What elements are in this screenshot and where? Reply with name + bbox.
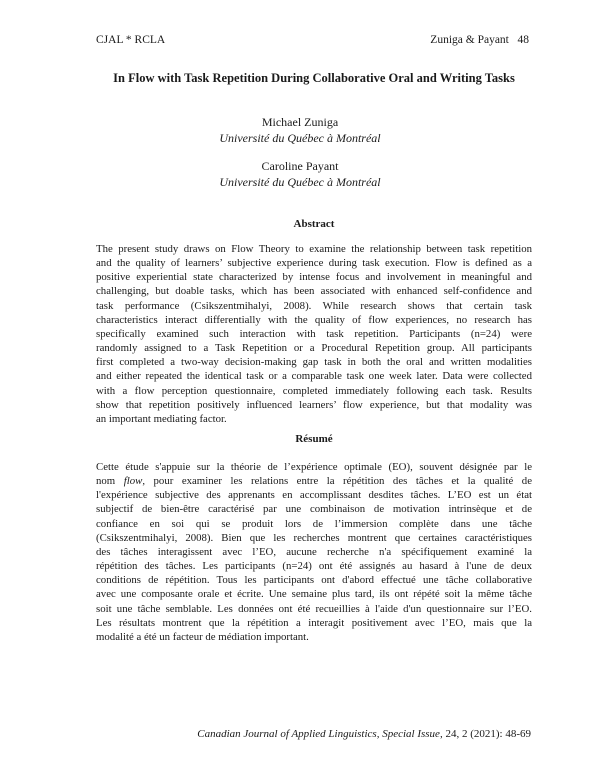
running-header-journal: CJAL * RCLA	[96, 34, 166, 46]
resume-line: soit une tâche semblable. Les données ont été recueillies à l'aide d'un questionnaire sur l’EO.	[96, 602, 532, 615]
resume-line: confiance en soi qui se produit lors de l’immersion complète dans une tâche	[96, 517, 532, 530]
abstract-line: randomly assigned to a Task Repetition or a Procedural Repetition group. All participants	[96, 342, 532, 355]
abstract-line: positive experiential state characterized by intense focus and involvement in meaningful and	[96, 271, 532, 284]
resume-line: (Csikszentmihalyi, 2008). Bien que les recherches montrent que certaines caractéristiques	[96, 531, 532, 544]
abstract-line: characteristics interact differentially with the quality of flow experiences, no research has	[96, 313, 532, 326]
abstract-line: show that repetition positively influenced learners’ flow experience, but that modality was	[96, 398, 532, 411]
author-block-1	[0, 114, 600, 146]
page-footer	[197, 728, 531, 740]
abstract-body	[96, 242, 532, 426]
paper-title: In Flow with Task Repetition During Collaborative Oral and Writing Tasks	[113, 71, 515, 85]
resume-line: avec une composante orale et écrite. Une semaine plus tard, ils ont répété soit la même tâche	[96, 588, 532, 601]
resume-line: conditions de répétition. Tous les participants ont d'abord effectué une tâche collaborative	[96, 574, 532, 587]
running-header-authors-page: Zuniga & Payant 48	[430, 34, 529, 46]
resume-line: Les résultats montrent que la répétition a interagit positivement avec l’EO, mais que la	[96, 616, 532, 629]
footer-journal: Canadian Journal of Applied Linguistics, Special Issue,	[197, 728, 443, 740]
resume-line: nom flow, pour examiner les relations entre la répétition des tâches et la qualité de	[96, 475, 532, 488]
resume-line: l'expérience subjective des apprenants en accomplissant desdites tâches. L’EO est un état	[96, 489, 532, 502]
abstract-line: and the quality of learners’ subjective experience during task execution. Flow is defined as a	[96, 257, 532, 270]
author-name: Michael Zuniga	[261, 115, 339, 129]
resume-line: subjectif de bien-être caractérisé par une combinaison de motivation intrinsèque et de	[96, 503, 532, 516]
abstract-line: The present study draws on Flow Theory to examine the relationship between task repetition	[96, 243, 532, 255]
abstract-heading: Abstract	[293, 218, 335, 230]
abstract-line: challenging, but doable tasks, which has been associated with enhanced self-confidence and	[96, 285, 532, 298]
resume-line: des tâches interagissent avec l’EO, aucune recherche n'a spécifiquement examiné la	[96, 545, 532, 558]
resume-heading: Résumé	[295, 433, 333, 445]
abstract-line: first completed a two-way decision-making gap task in both the oral and written modalities	[96, 356, 532, 369]
abstract-line: with a flow perception questionnaire, completed immediately following each task. Results	[96, 384, 532, 397]
footer-citation: 24, 2 (2021): 48-69	[442, 728, 531, 740]
resume-line: modalité a été un facteur de médiation important.	[96, 630, 309, 643]
resume-line: Cette étude s'appuie sur la théorie de l’expérience optimale (EO), souvent désignée par le	[96, 461, 532, 473]
abstract-line: an important mediating factor.	[96, 412, 227, 425]
author-affiliation: Université du Québec à Montréal	[219, 175, 381, 189]
abstract-line: specifically examined such interaction with task repetition. Participants (n=24) were	[96, 327, 532, 340]
resume-body	[96, 460, 532, 644]
emphasized-term: flow	[123, 475, 143, 488]
abstract-line: task performance (Csikszentmihalyi, 2008). While research shows that certain task	[96, 299, 532, 312]
author-block-2	[0, 158, 600, 190]
author-affiliation: Université du Québec à Montréal	[219, 131, 381, 145]
author-name: Caroline Payant	[261, 159, 339, 173]
abstract-line: and either repeated the identical task or a comparable task one week later. Data were collected	[96, 370, 532, 383]
resume-line: répétition des tâches. Les participants (n=24) ont été assignés au hasard à l'une de deux	[96, 560, 532, 573]
